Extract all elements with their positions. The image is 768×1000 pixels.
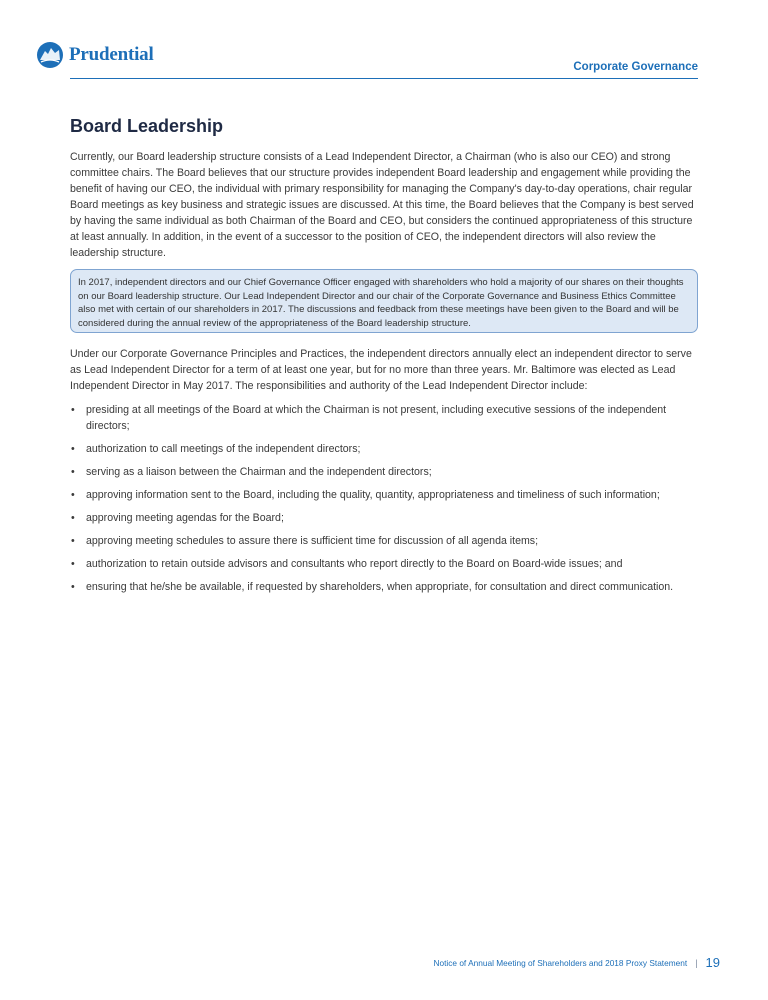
intro-paragraph: Currently, our Board leadership structure consists of a Lead Independent Director, a Chairman (who is also our CEO) and strong committee chairs. The Board believes that our structure provides independent Board leadership and engagement while providing the benefit of having our CEO, the individual with primary responsibility for managing the Company's day-to-day operations, chair regular Board meetings as key business and strategic issues are discussed. At this time, the Board believes that the Company is best served by having the same individual as both Chairman of the Board and CEO, but considers the continued appropriateness of this structure at least annually. In addition, in the event of a successor to the position of CEO, the independent directors will also review the leadership structure.	[70, 151, 694, 259]
footer-document-title: Notice of Annual Meeting of Shareholders and 2018 Proxy Statement	[433, 957, 688, 968]
list-item	[70, 402, 698, 434]
list-item	[70, 556, 698, 572]
brand-name: Prudential	[69, 44, 154, 65]
bullet-icon: •	[71, 512, 75, 524]
page-number: 19	[705, 955, 720, 970]
bullet-icon: •	[71, 404, 75, 416]
list-item-text: serving as a liaison between the Chairman and the independent directors;	[86, 466, 432, 478]
list-item	[70, 441, 698, 457]
bullet-icon: •	[71, 535, 75, 547]
header-rule	[70, 78, 698, 79]
list-item	[70, 533, 698, 549]
page-footer	[434, 955, 721, 970]
responsibilities-list	[70, 402, 698, 602]
list-item-text: approving meeting agendas for the Board;	[86, 512, 284, 524]
engagement-callout: In 2017, independent directors and our Chief Governance Officer engaged with shareholders who hold a majority of our shares on their thoughts on our Board leadership structure. Our Lead Independent Director and our chair of the Corporate Governance and Business Ethics Committee also met with certain of our shareholders in 2017. The discussions and feedback from these meetings have been given to the Board and will be considered during the annual review of the appropriateness of the Board leadership structure.	[70, 269, 698, 333]
page-title: Board Leadership	[70, 116, 224, 136]
bullet-icon: •	[71, 581, 75, 593]
bullet-icon: •	[71, 443, 75, 455]
bullet-icon: •	[71, 489, 75, 501]
bullet-icon: •	[71, 558, 75, 570]
list-item-text: approving meeting schedules to assure there is sufficient time for discussion of all agenda items;	[86, 535, 539, 547]
list-item	[70, 579, 698, 595]
list-item-text: approving information sent to the Board, including the quality, quantity, appropriateness and timeliness of such information;	[86, 489, 660, 501]
brand-logo	[36, 41, 154, 69]
list-item-text: authorization to retain outside advisors and consultants who report directly to the Board on Board-wide issues; and	[86, 558, 623, 570]
section-label: Corporate Governance	[573, 61, 698, 73]
list-item-text: presiding at all meetings of the Board at which the Chairman is not present, including executive sessions of the independent directors;	[86, 404, 667, 432]
list-item-text: authorization to call meetings of the independent directors;	[86, 443, 361, 455]
lead-director-paragraph: Under our Corporate Governance Principles and Practices, the independent directors annually elect an independent director to serve as Lead Independent Director for a term of at least one year, but for no more than three years. Mr. Baltimore was elected as Lead Independent Director in May 2017. The responsibilities and authority of the Lead Independent Director include:	[70, 348, 692, 392]
bullet-icon: •	[71, 466, 75, 478]
list-item	[70, 487, 698, 503]
footer-separator: |	[695, 957, 698, 968]
list-item-text: ensuring that he/she be available, if requested by shareholders, when appropriate, for consultation and direct communication.	[86, 581, 674, 593]
rock-logo-icon	[36, 41, 64, 69]
list-item	[70, 510, 698, 526]
list-item	[70, 464, 698, 480]
